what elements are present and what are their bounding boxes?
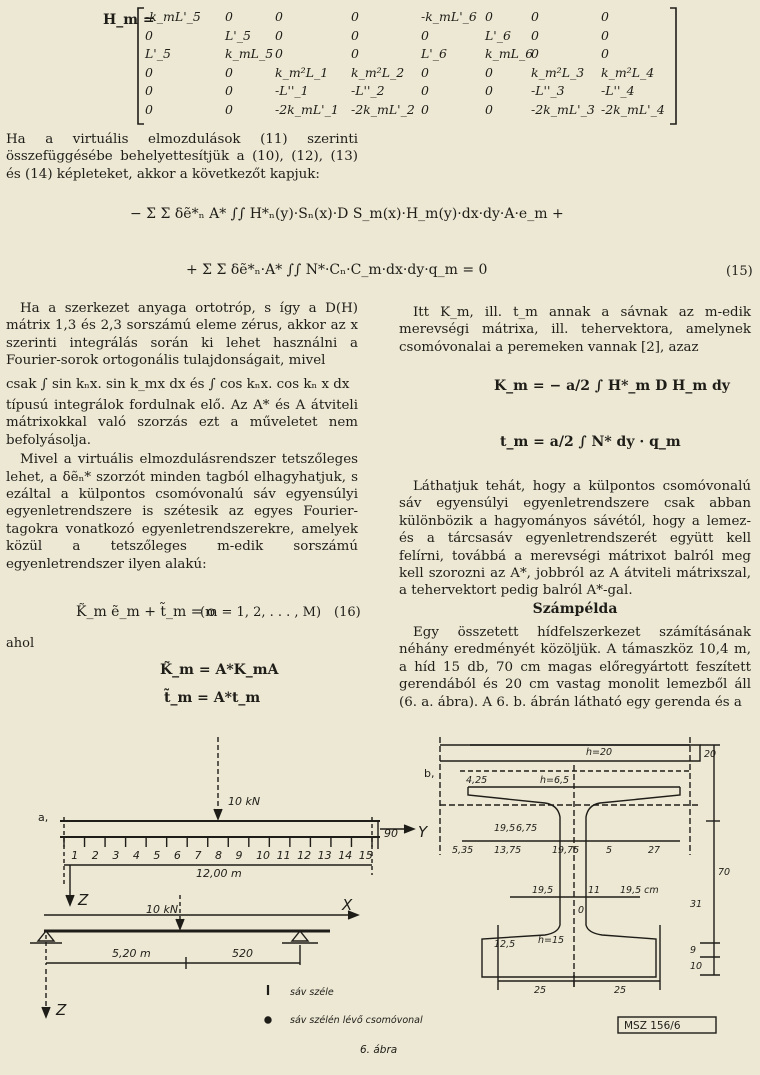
matrix-cell: -2k_mL'_4 (601, 102, 665, 117)
matrix-cell: 0 (275, 27, 283, 43)
fig-label-b: b, (424, 767, 435, 780)
strip-number: 1 (71, 849, 79, 862)
matrix-cell: -L''_2 (351, 83, 385, 99)
matrix-cell: -k_mL'_5 (145, 9, 201, 24)
matrix-cell: L'_6 (421, 46, 447, 62)
sec-d31: 31 (690, 899, 703, 910)
matrix-cell: k_mL_6 (485, 46, 534, 62)
matrix-lhs: H_m = (103, 12, 155, 28)
strip-number: 6 (173, 849, 181, 862)
matrix-cell: -2k_mL'_3 (531, 102, 595, 117)
matrix-cell: k_m²L_3 (531, 64, 585, 80)
fig-axis-y: Y (418, 823, 428, 841)
matrix-cell: 0 (531, 9, 539, 24)
matrix-cell: 0 (225, 64, 233, 80)
strip-number: 3 (112, 849, 120, 862)
matrix-cell: -2k_mL'_1 (275, 102, 339, 117)
sec-d0: 0 (578, 905, 585, 916)
matrix-cell: 0 (225, 9, 233, 24)
matrix-cell: 0 (275, 9, 283, 24)
figure-6 (0, 725, 760, 1075)
matrix-cell: 0 (531, 46, 539, 62)
strip-number: 10 (256, 849, 271, 862)
equation-15-line2: + Σ Σ δẽ*ₙ·A* ∫∫ N*·Cₙ·C_m·dx·dy·q_m = 0 (186, 262, 488, 278)
sec-d195v: 19,5 (494, 823, 516, 834)
matrix-cell: 0 (421, 83, 429, 99)
matrix-cell: 0 (145, 83, 153, 99)
fig-axis-x: X (342, 896, 353, 914)
matrix-cell: k_mL_5 (225, 46, 274, 62)
fig-load-top: 10 kN (228, 795, 261, 808)
matrix-cell: 0 (485, 83, 493, 99)
equation-t-m: t_m = a/2 ∫ N* dy · q_m (500, 434, 681, 450)
matrix-cell: 0 (485, 64, 493, 80)
matrix-cell: -2k_mL'_2 (351, 102, 415, 117)
strip-number: 11 (276, 849, 291, 862)
equation-15-line1: − Σ Σ δẽ*ₙ A* ∫∫ H*ₙ(y)·Sₙ(x)·D S_m(x)·H_m(y)·dx·dy·A·e_m + (130, 206, 564, 222)
sec-d535: 5,35 (452, 845, 474, 856)
fig-axis-z2: Z (56, 1001, 67, 1019)
matrix-cell: 0 (225, 83, 233, 99)
matrix-cell: 0 (145, 27, 153, 43)
matrix-cell: 0 (145, 64, 153, 80)
sec-h20: h=20 (586, 747, 613, 758)
matrix-cell: 0 (421, 27, 429, 43)
equation-16-label: (16) (334, 605, 361, 620)
matrix-cell: -k_mL'_6 (421, 9, 477, 24)
matrix-cell: 0 (225, 102, 233, 117)
sec-d25b: 25 (614, 985, 627, 996)
matrix-cell: k_m²L_1 (275, 64, 329, 80)
sec-d25a: 25 (534, 985, 547, 996)
sec-d125: 12,5 (494, 939, 516, 950)
matrix-cell: 0 (421, 102, 429, 117)
fig-legend-node: sáv szélén lévő csomóvonal (290, 1015, 423, 1026)
strip-number: 14 (338, 849, 353, 862)
figure-stamp: MSZ 156/6 (624, 1020, 681, 1032)
sec-h65: h=6,5 (540, 775, 570, 786)
fig-span2: 520 (232, 947, 253, 960)
equation-16-range: (m = 1, 2, . . . , M) (200, 605, 322, 620)
equation-k-m: K_m = − a/2 ∫ H*_m D H_m dy (494, 378, 730, 394)
matrix-cell: 0 (531, 27, 539, 43)
strip-number: 4 (132, 849, 140, 862)
sec-d675: 6,75 (516, 823, 538, 834)
right-p3: Egy összetett hídfelszerkezet számításának néhány eredményét közöljük. A támaszköz 10,4 m, a híd 15 db, 70 cm magas előregyártott feszített gerendából és 20 cm vastag monolit lemezből áll (6. a. ábra). A 6. b. ábrán látható egy gerenda és a (399, 625, 751, 710)
ahol-label: ahol (6, 636, 35, 651)
matrix-cell: 0 (351, 46, 359, 62)
sec-d11: 11 (588, 885, 601, 896)
fig-span1: 5,20 m (112, 947, 151, 960)
figure-caption: 6. ábra (360, 1044, 398, 1056)
matrix-cell: 0 (275, 46, 283, 62)
matrix-cell: 0 (601, 27, 609, 43)
strip-number: 5 (153, 849, 161, 862)
matrix-cell: 0 (485, 9, 493, 24)
left-p1: Ha a szerkezet anyaga ortotróp, s így a D(H) mátrix 1,3 és 2,3 sorszámú eleme zérus, akkor az x szerinti integrálás során ki lehet használni a Fourier-sorok ortogonális tulajdonságait, mivel (6, 301, 358, 369)
matrix-cell: -L''_1 (275, 83, 309, 99)
sec-d27: 27 (648, 845, 661, 856)
sec-d1375: 13,75 (494, 845, 522, 856)
matrix-cell: 0 (601, 46, 609, 62)
sec-d5: 5 (606, 845, 613, 856)
equation-16: K̃_m ẽ_m + t̃_m = o (76, 604, 216, 620)
strip-number: 15 (358, 849, 373, 862)
left-p2: Mivel a virtuális elmozdulásrendszer tetszőleges lehet, a δẽₙ* szorzót minden tagból elhagyhatjuk, s ezáltal a külpontos csomóvonalú sáv egyensúlyi egyenletrendszere is szétesik az egyes Fourier-tagokra vonatkozó egyenletrendszerekre, amelyek közül a tetszőleges m-edik sorszámú egyenletrendszer ilyen alakú: (6, 452, 358, 572)
sec-d425: 4,25 (466, 775, 488, 786)
sec-d10: 10 (690, 961, 703, 972)
sec-d1975: 19,75 (552, 845, 580, 856)
left-column (6, 300, 358, 573)
matrix-cell: 0 (351, 9, 359, 24)
fig-legend-edge: sáv széle (290, 987, 334, 998)
sec-d20: 20 (704, 749, 717, 760)
matrix-cell: k_m²L_4 (601, 64, 655, 80)
right-p2: Láthatjuk tehát, hogy a külpontos csomóvonalú sáv egyensúlyi egyenletrendszere csak abban különbözik a hagyományos sávétól, hogy a lemez- és a tárcsasáv egyenletrendszerét együtt kell felírni, továbbá a merevségi mátrixot balról meg kell szorozni az A*, jobbról az A átviteli mátrixszal, a tehervektort pedig balról A*-gal. (399, 479, 751, 599)
matrix-cell: L'_5 (145, 46, 171, 62)
matrix-cell: L'_6 (485, 27, 511, 43)
strip-number: 9 (235, 849, 243, 862)
fig-dim-90: 90 (384, 827, 398, 840)
left-integrals: csak ∫ sin kₙx. sin k_mx dx és ∫ cos kₙx. cos kₙ x dx (6, 376, 350, 392)
sec-h15: h=15 (538, 935, 565, 946)
left-p1b: típusú integrálok fordulnak elő. Az A* és A átviteli mátrixokkal való szorzás ezt a műveletet nem befolyásolja. (6, 398, 358, 448)
sec-d9: 9 (690, 945, 697, 956)
matrix-cell: 0 (601, 9, 609, 24)
fig-label-a: a, (38, 811, 49, 824)
matrix-cell: -L''_4 (601, 83, 635, 99)
sec-d195cm: 19,5 cm (620, 885, 659, 896)
fig-load-mid: 10 kN (146, 903, 179, 916)
matrix-cell: 0 (421, 64, 429, 80)
section-heading-szampelda: Számpélda (532, 601, 618, 617)
matrix-cell: -L''_3 (531, 83, 565, 99)
definition-t: t̃_m = A*t_m (164, 690, 261, 706)
strip-number: 7 (194, 849, 202, 862)
matrix-cell: 0 (351, 27, 359, 43)
fig-width-label: 12,00 m (196, 867, 242, 880)
matrix-cell: 0 (145, 102, 153, 117)
matrix-cell: 0 (485, 102, 493, 117)
sec-d70: 70 (718, 867, 731, 878)
fig-axis-z1: Z (78, 891, 89, 909)
right-p1: Itt K_m, ill. t_m annak a sávnak az m-edik merevségi mátrixa, ill. tehervektora, amelynek csomóvonalai a peremeken vannak [2], azaz (399, 305, 751, 355)
strip-number: 2 (91, 849, 99, 862)
matrix-h-block (0, 0, 760, 130)
sec-d195a: 19,5 (532, 885, 554, 896)
strip-number: 12 (297, 849, 312, 862)
matrix-cell: L'_5 (225, 27, 251, 43)
strip-number: 13 (317, 849, 332, 862)
equation-15-label: (15) (726, 264, 753, 279)
strip-number: 8 (215, 849, 222, 862)
matrix-cell: k_m²L_2 (351, 64, 405, 80)
intro-paragraph: Ha a virtuális elmozdulások (11) szerinti összefüggésébe behelyettesítjük a (10), (12), (13) és (14) képleteket, akkor a következőt kapjuk: (6, 132, 358, 182)
definition-k: K̃_m = A*K_mA (160, 662, 279, 678)
